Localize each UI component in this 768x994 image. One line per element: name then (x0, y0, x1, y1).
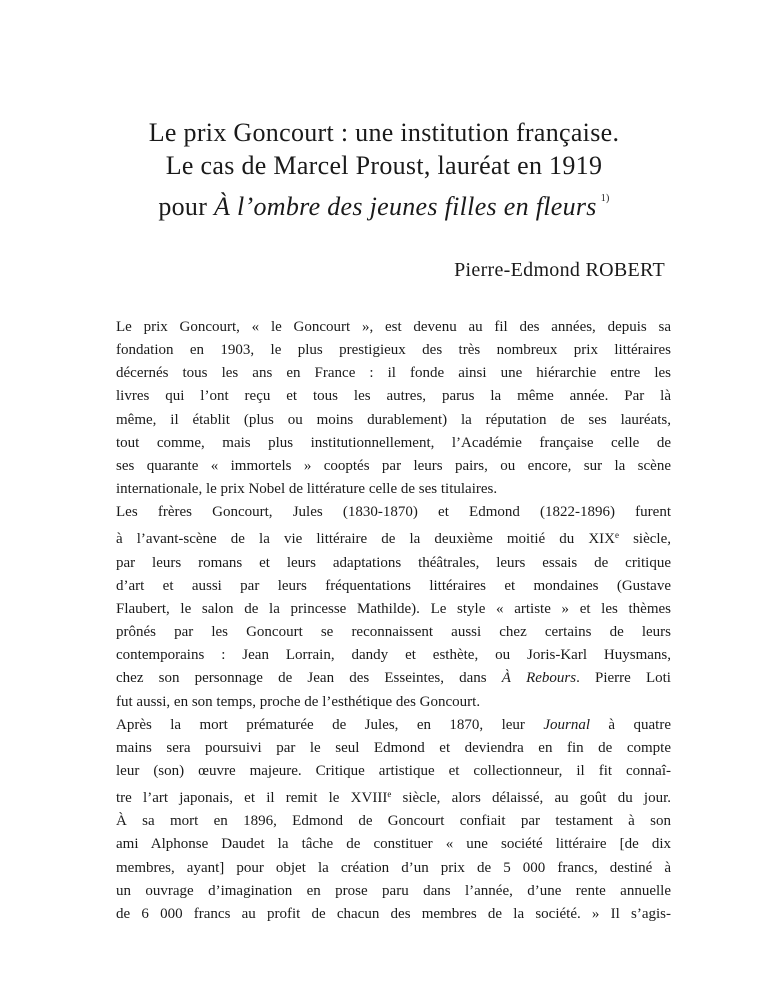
book-title: À Rebours (501, 670, 577, 687)
paragraph-line (116, 667, 671, 690)
paragraph-line: internationale, le prix Nobel de littérature celle de ses titulaires. (116, 481, 498, 498)
superscript: e (615, 530, 619, 541)
line-text: à quatre (590, 716, 671, 733)
line-text: tre l’art japonais, et il remit le XVIII (116, 790, 388, 807)
line-text: Après la mort prématurée de Jules, en 1870, leur (116, 716, 544, 733)
paragraph-line (116, 524, 671, 551)
author-name: Pierre-Edmond ROBERT (454, 259, 665, 281)
paragraph-line: fondation en 1903, le plus prestigieux des très nombreux prix littéraires (116, 342, 671, 359)
paragraph-line: ami Alphonse Daudet la tâche de constituer « une société littéraire [de dix (116, 836, 671, 853)
paragraph-line: tout comme, mais plus institutionnellement, l’Académie française celle de (116, 434, 671, 451)
title-line-1: Le prix Goncourt : une institution française. (148, 118, 620, 147)
paragraph-line: prônés par les Goncourt se reconnaissent aussi chez certains de leurs (116, 624, 671, 641)
paragraph-line: Les frères Goncourt, Jules (1830-1870) et Edmond (1822-1896) furent (116, 504, 671, 521)
title-line-3-prefix: pour (158, 192, 208, 221)
paragraph-line: contemporains : Jean Lorrain, dandy et esthète, ou Joris-Karl Huysmans, (116, 647, 671, 664)
line-text: chez son personnage de Jean des Esseintes, dans (116, 670, 502, 687)
title-line-2: Le cas de Marcel Proust, lauréat en 1919 (165, 151, 603, 180)
paragraph-line: mains sera poursuivi par le seul Edmond et deviendra en fin de compte (116, 739, 671, 756)
paragraph-line (116, 714, 671, 737)
paragraph-line: par leurs romans et leurs adaptations théâtrales, leurs essais de critique (116, 554, 671, 571)
footnote-mark: 1) (600, 193, 610, 204)
paragraph-line: leur (son) œuvre majeure. Critique artistique et collectionneur, il fit connaî- (116, 762, 671, 779)
paragraph-line: membres, ayant] pour objet la création d’un prix de 5 000 francs, destiné à (116, 859, 671, 876)
paragraph-line: Flaubert, le salon de la princesse Mathilde). Le style « artiste » et les thèmes (116, 600, 671, 617)
paragraph-line: Le prix Goncourt, « le Goncourt », est devenu au fil des années, depuis sa (116, 319, 671, 335)
paragraph-line (116, 783, 671, 810)
paragraph-line: À sa mort en 1896, Edmond de Goncourt confiait par testament à son (116, 813, 671, 830)
paragraph-line: de 6 000 francs au profit de chacun des membres de la société. » Il s’agis- (116, 905, 671, 922)
paragraph-line: décernés tous les ans en France : il fonde ainsi une hiérarchie entre les (116, 365, 671, 382)
line-text: . Pierre Loti (576, 670, 671, 687)
line-text: siècle, (619, 531, 671, 548)
book-title: Journal (543, 716, 591, 733)
title-line-3 (0, 182, 768, 223)
paragraph-line: ses quarante « immortels » cooptés par leurs pairs, ou encore, sur la scène (116, 457, 671, 474)
paragraph-line: un ouvrage d’imagination en prose paru dans l’année, d’une rente annuelle (116, 882, 671, 899)
line-text: siècle, alors délaissé, au goût du jour. (391, 790, 671, 807)
line-text: à l’avant-scène de la vie littéraire de la deuxième moitié du XIX (116, 531, 615, 548)
article-title (0, 116, 768, 223)
superscript: e (387, 789, 392, 800)
paragraph-line: fut aussi, en son temps, proche de l’esthétique des Goncourt. (116, 693, 481, 710)
body-text (116, 316, 671, 926)
paragraph-line: livres qui l’ont reçu et tous les autres, parus la même année. Par là (116, 388, 671, 405)
paragraph-line: d’art et aussi par leurs fréquentations littéraires et mondaines (Gustave (116, 577, 671, 594)
title-line-3-italic: À l’ombre des jeunes filles en fleurs (214, 192, 597, 221)
paragraph-line: même, il établit (plus ou moins durablement) la réputation de ses lauréats, (116, 411, 671, 428)
